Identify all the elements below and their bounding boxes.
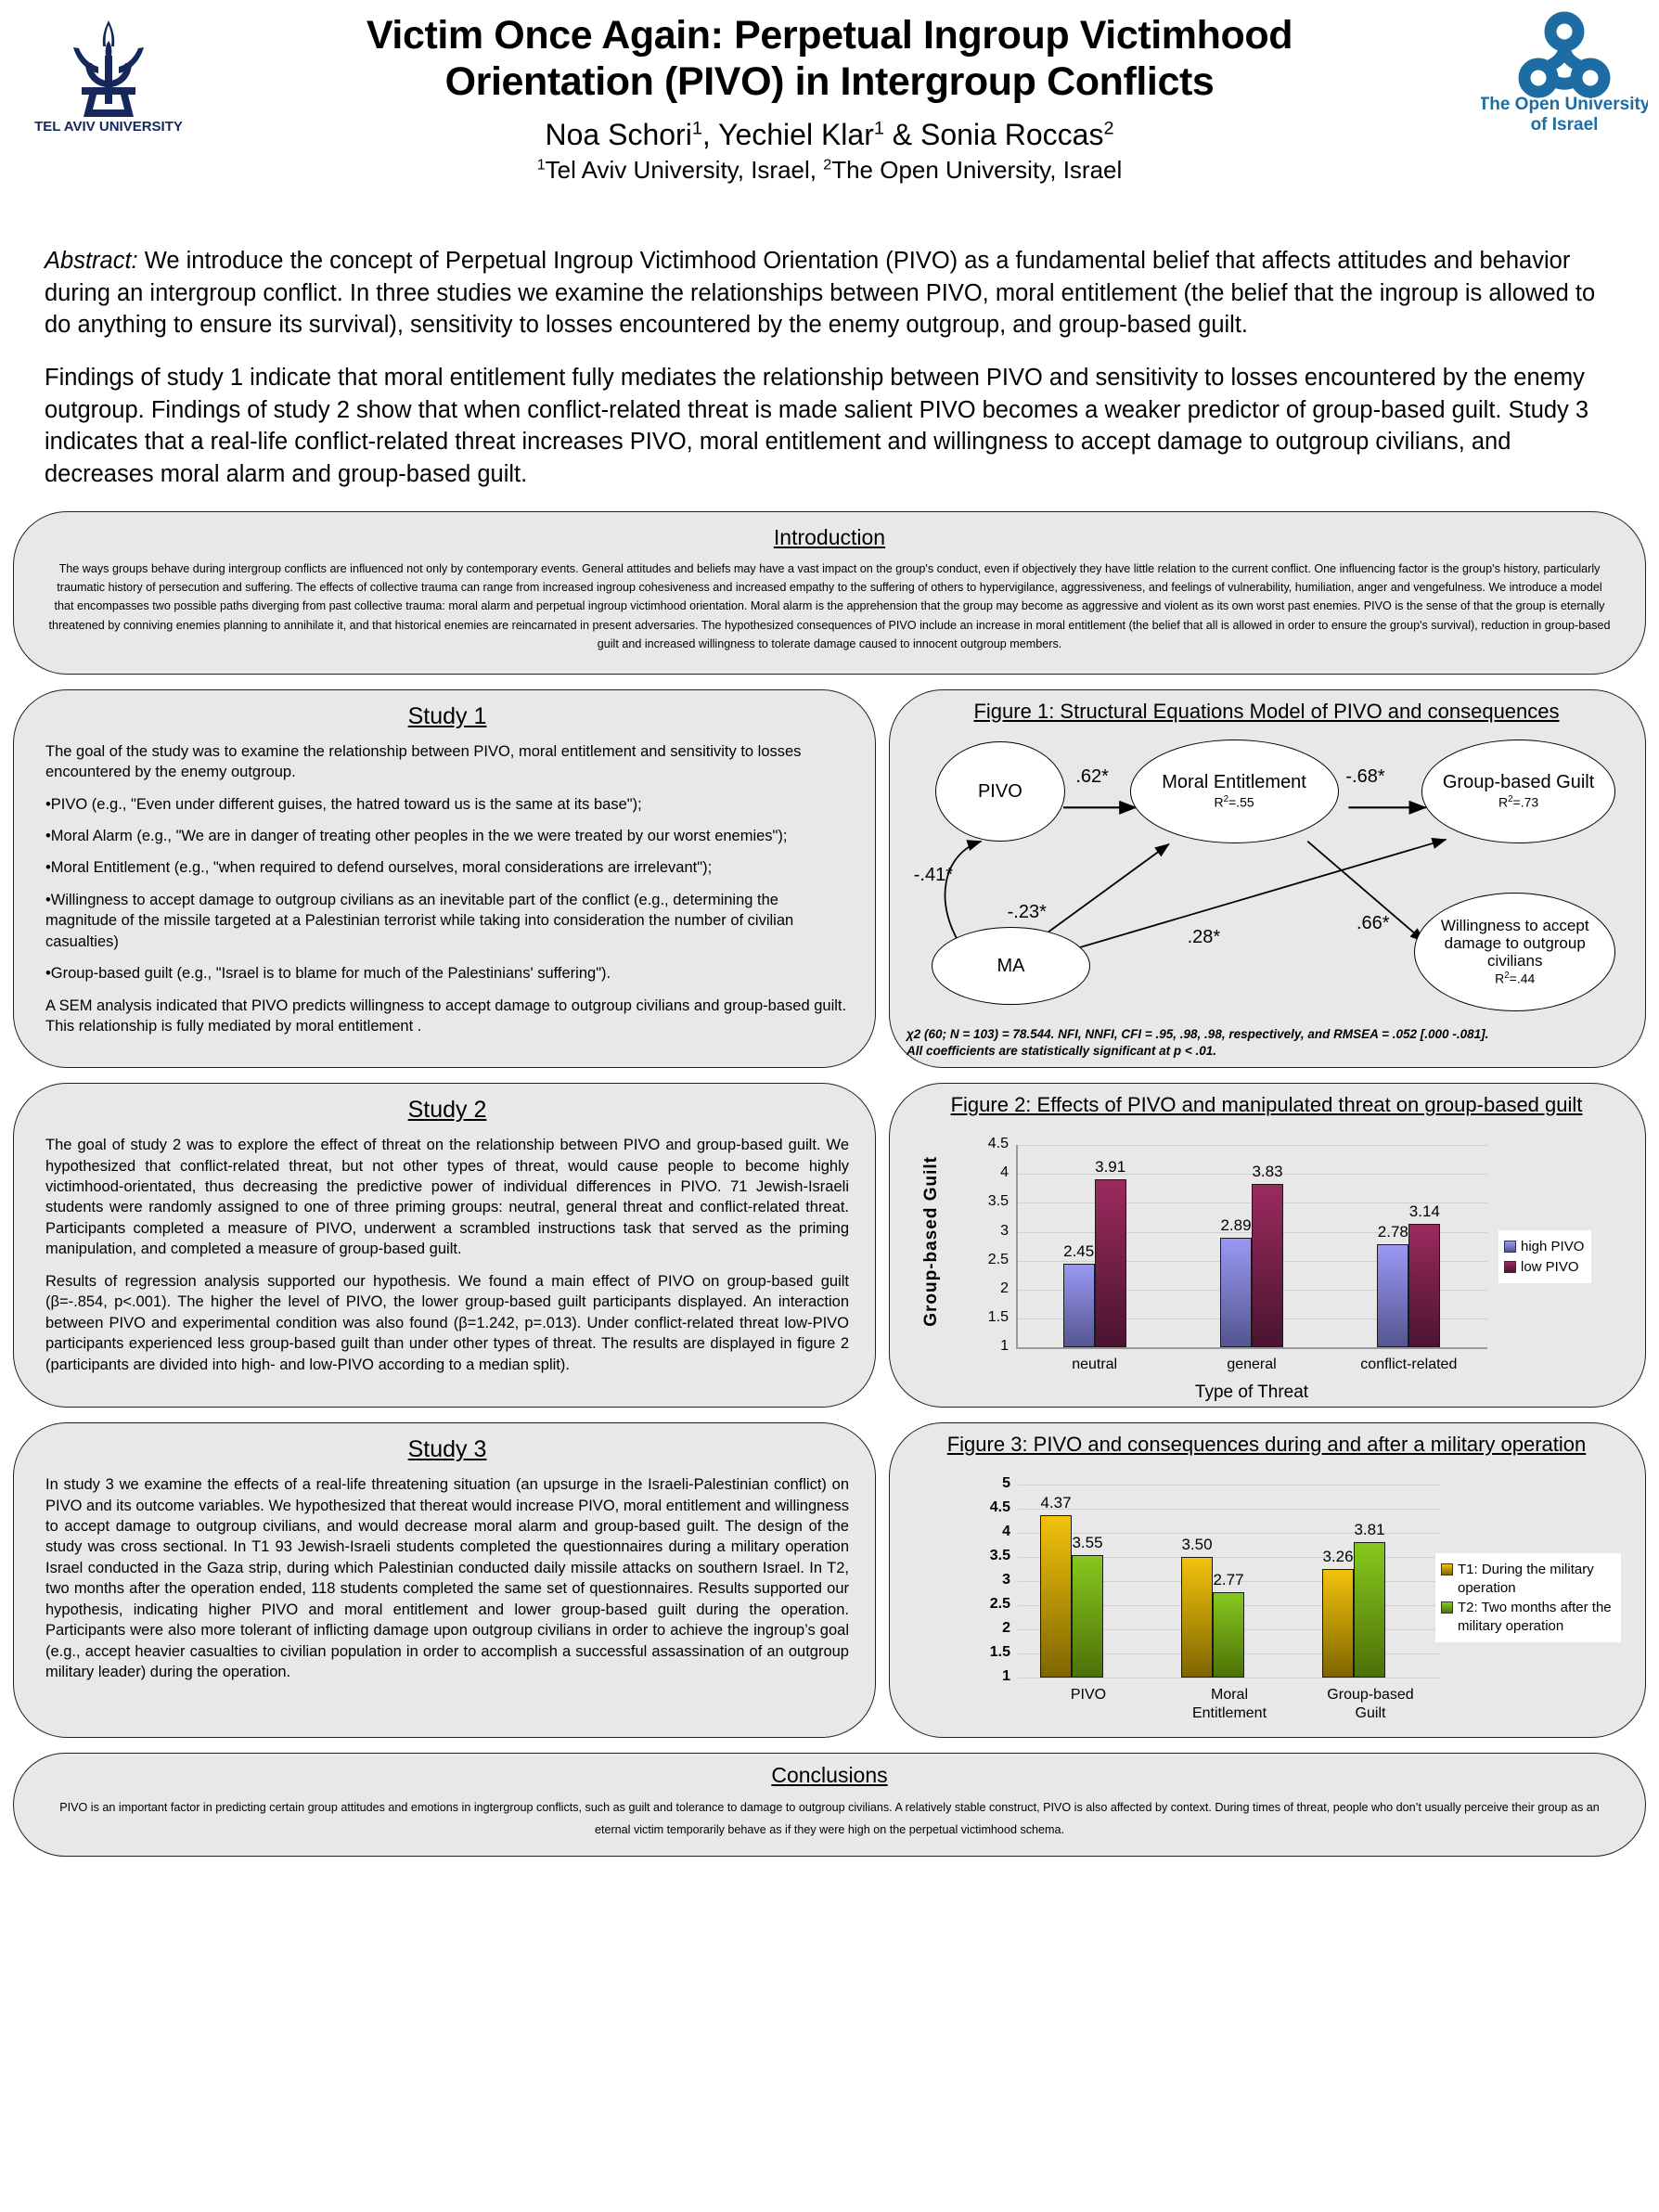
gridline xyxy=(1016,1145,1487,1146)
abstract-paragraph-2: Findings of study 1 indicate that moral entitlement fully mediates the relationship between PIVO and sensitivity to losses encountered by the enemy outgroup. Findings of study 2 show that when conflict-related threat is made salient PIVO becomes a weaker predictor of group-based guilt. Study 3 indicates that a real-life conflict-related threat increases PIVO, moral entitlement and willingness to accept damage to outgroup civilians, and decreases moral alarm and group-based guilt. xyxy=(45,365,1589,488)
study1-bullet-1: •Moral Alarm (e.g., "We are in danger of treating other peoples in the we were treated by our worst enemies"); xyxy=(45,828,788,845)
sem-coef-ma-pivo: -.41* xyxy=(913,864,953,885)
abstract-paragraph-1 xyxy=(45,245,1614,341)
bar-value-label: 2.89 xyxy=(1220,1216,1252,1235)
y-axis-tick: 3 xyxy=(1002,1572,1010,1588)
legend-swatch xyxy=(1504,1241,1516,1253)
conclusions-panel xyxy=(13,1753,1646,1857)
legend-swatch xyxy=(1504,1261,1516,1273)
study1-row xyxy=(13,689,1646,1068)
legend-swatch xyxy=(1441,1563,1453,1575)
y-axis-tick: 2 xyxy=(1000,1280,1009,1296)
chart-legend xyxy=(1498,1230,1591,1283)
bar xyxy=(1322,1569,1354,1678)
bar-value-label: 3.83 xyxy=(1252,1162,1283,1180)
sem-coef-ma-me: -.23* xyxy=(1007,901,1047,922)
bar xyxy=(1220,1238,1252,1347)
study1-bullet-4: •Group-based guilt (e.g., "Israel is to blame for much of the Palestinians' suffering"). xyxy=(45,965,611,983)
y-axis-tick: 5 xyxy=(1002,1475,1010,1492)
sem-node-moral-entitlement-label: Moral Entitlement xyxy=(1162,772,1306,793)
y-axis-tick: 3.5 xyxy=(989,1548,1010,1564)
study1-body xyxy=(45,741,849,1037)
legend-label: low PIVO xyxy=(1521,1258,1579,1275)
open-university-logo xyxy=(1481,6,1648,135)
study2-paragraph-2: Results of regression analysis supported our hypothesis. We found a main effect of PIVO on group-based guilt (β=-.854, p<.001). The higher the level of PIVO, the lower group-based guilt participants displayed. An interaction between PIVO and experimental condition was also found (β=1.242, p=.013). Under conflict-related threat low-PIVO participants experienced less group-based guilt than under other types of threat. The results are displayed in figure 2 (participants are divided into high- and low-PIVO according to a median split). xyxy=(45,1272,849,1373)
study2-panel xyxy=(13,1083,876,1408)
legend-label: T2: Two months after the military operation xyxy=(1458,1600,1612,1634)
x-axis-line xyxy=(1016,1347,1487,1349)
abstract-section xyxy=(45,245,1614,491)
legend-item xyxy=(1441,1561,1614,1597)
bar-value-label: 3.26 xyxy=(1322,1547,1354,1565)
sem-node-willingness xyxy=(1414,893,1615,1011)
study1-intro: The goal of the study was to examine the relationship between PIVO, moral entitlement and sensitivity to losses encountered by the enemy outgroup. xyxy=(45,742,802,781)
x-axis-category-label: Guilt xyxy=(1355,1705,1386,1722)
y-axis-tick: 2 xyxy=(1002,1620,1010,1637)
open-university-logo-line2: of Israel xyxy=(1530,115,1599,135)
sem-node-ma-label: MA xyxy=(997,955,1025,976)
bar xyxy=(1354,1542,1385,1678)
study1-bullet-0: •PIVO (e.g., "Even under different guises, the hatred toward us is the same at its base"); xyxy=(45,795,642,813)
bar xyxy=(1213,1592,1244,1678)
bar xyxy=(1072,1555,1103,1678)
poster-header xyxy=(0,0,1659,234)
bar xyxy=(1408,1224,1440,1347)
abstract-label: Abstract: xyxy=(45,248,138,274)
bar-value-label: 2.77 xyxy=(1213,1571,1244,1589)
bar xyxy=(1063,1264,1095,1347)
sem-coef-pivo-me: .62* xyxy=(1075,765,1109,787)
study3-row xyxy=(13,1422,1646,1738)
bar-value-label: 2.78 xyxy=(1377,1223,1408,1241)
bar-value-label: 3.81 xyxy=(1354,1521,1385,1539)
y-axis-tick: 4.5 xyxy=(989,1499,1010,1516)
study2-heading: Study 2 xyxy=(407,1097,487,1124)
open-university-logo-line1: The Open University xyxy=(1481,95,1648,114)
poster-title-line2: Orientation (PIVO) in Intergroup Conflicts xyxy=(444,58,1215,104)
sem-diagram xyxy=(907,727,1627,1024)
figure3-chart xyxy=(907,1460,1627,1730)
x-axis-category-label: Group-based xyxy=(1327,1687,1414,1704)
y-axis-tick: 3.5 xyxy=(987,1193,1009,1210)
authors: Noa Schori$^1$, Yechiel Klar$^1$ & Sonia Roccas$^2$ xyxy=(545,117,1114,151)
legend-item xyxy=(1504,1238,1584,1256)
figure1-note-line1: χ2 (60; N = 103) = 78.544. NFI, NNFI, CFI = .95, .98, .98, respectively, and RMSEA = .052 [.000 -.081]. xyxy=(907,1026,1489,1041)
y-axis-tick: 4.5 xyxy=(987,1136,1009,1152)
x-axis-title: Type of Threat xyxy=(1194,1382,1309,1403)
x-axis-category-label: general xyxy=(1227,1357,1277,1373)
sem-coef-me-willingness: .66* xyxy=(1357,912,1390,933)
y-axis-tick: 3 xyxy=(1000,1222,1009,1239)
study2-row xyxy=(13,1083,1646,1408)
figure1-note xyxy=(907,1026,1627,1060)
figure2-heading: Figure 2: Effects of PIVO and manipulated threat on group-based guilt xyxy=(950,1093,1583,1117)
page-title xyxy=(213,13,1446,106)
study3-paragraph-1: In study 3 we examine the effects of a real-life threatening situation (an upsurge in the Israeli-Palestinian conflict) on PIVO and its outcome variables. We hypothesized that thereat would increase PIVO, moral entitlement and willingness to accept damage to outgroup civilians, and would decrease moral alarm and group-based guilt. The design of the study was cross sectional. In T1 93 Jewish-Israeli students completed the questionnaires during a military operation Israel conducted in the Gaza strip, during which Palestinian conducted daily missile attacks on southern Israel. In T2, two months after the operation ended, 118 students completed the same set of questionnaires. Results supported our hypothesis, indicating higher PIVO and moral entitlement and lower group-based guilt during the operation. Participants were also more tolerant of inflicting damage upon outgroup civilians in order to achieve the ingroup’s goal (e.g., accept heavier casualties to civilian population in order to accomplish a successful assassination of an outgroup military leader) during the operation. xyxy=(45,1476,849,1681)
sem-coef-me-guilt: -.68* xyxy=(1345,765,1385,787)
conclusions-body: PIVO is an important factor in predicting certain group attitudes and emotions in ingtergroup conflicts, such as guilt and tolerance to damage to outgroup civilians. A relatively stable construct, PIVO is also affected by context. During times of threat, people who don’t usually perceive their group as an eternal victim temporarily behave as if they were high on the perpetual victimhood schema. xyxy=(59,1801,1600,1837)
affiliations: $^1$Tel Aviv University, Israel, $^2$The Open University, Israel xyxy=(536,156,1123,185)
tel-aviv-university-logo-text: TEL AVIV UNIVERSITY xyxy=(34,119,183,134)
y-axis-tick: 1 xyxy=(1002,1668,1010,1685)
bar-value-label: 3.14 xyxy=(1408,1202,1440,1220)
bar-value-label: 3.50 xyxy=(1181,1536,1213,1554)
figure1-heading: Figure 1: Structural Equations Model of PIVO and consequences xyxy=(973,699,1560,723)
legend-swatch xyxy=(1441,1601,1453,1614)
legend-label: high PIVO xyxy=(1521,1239,1585,1255)
figure1-note-line2: All coefficients are statistically significant at p < .01. xyxy=(907,1043,1216,1058)
sem-node-group-guilt xyxy=(1421,739,1616,843)
x-axis-category-label: conflict-related xyxy=(1360,1357,1458,1373)
figure3-panel xyxy=(889,1422,1646,1738)
sem-node-moral-entitlement xyxy=(1130,739,1339,843)
title-block xyxy=(213,0,1446,185)
sem-coef-ma-guilt: .28* xyxy=(1187,926,1221,947)
bar xyxy=(1377,1244,1408,1347)
sem-node-willingness-label: Willingness to accept damage to outgroup civilians xyxy=(1440,917,1589,971)
x-axis-category-label: Entitlement xyxy=(1191,1705,1267,1722)
legend-item xyxy=(1504,1258,1584,1277)
x-axis-category-label: Moral xyxy=(1210,1687,1248,1704)
study2-paragraph-1: The goal of study 2 was to explore the effect of threat on the relationship between PIVO and group-based guilt. We hypothesized that conflict-related threat, but not other types of threat, would cause people to become highly victimhood-orientated, thus decreasing the predictive power of individual differences in PIVO. 71 Jewish-Israeli students were randomly assigned to one of three priming groups: neutral, general threat and conflict-related threat. Participants completed a measure of PIVO, underwent a scrambled instructions task that served as the priming manipulation, and completed a measure of group-based guilt. xyxy=(45,1137,849,1258)
abstract-text-1: We introduce the concept of Perpetual Ingroup Victimhood Orientation (PIVO) as a fundamental belief that affects attitudes and behavior during an intergroup conflict. In three studies we examine the relationships between PIVO, moral entitlement (the belief that the ingroup is allowed to do anything to ensure its survival), sensitivity to losses encountered by the enemy outgroup, and group-based guilt. xyxy=(45,248,1596,339)
y-axis-tick: 4 xyxy=(1000,1164,1009,1181)
figure2-panel xyxy=(889,1083,1646,1408)
legend-item xyxy=(1441,1599,1614,1635)
bar xyxy=(1252,1184,1283,1347)
y-axis-title: Group-based Guilt xyxy=(921,1156,941,1327)
legend-label: T1: During the military operation xyxy=(1458,1562,1594,1596)
study3-heading: Study 3 xyxy=(407,1436,487,1463)
poster-title-line1: Victim Once Again: Perpetual Ingroup Victimhood xyxy=(366,13,1293,58)
study1-closing: A SEM analysis indicated that PIVO predicts willingness to accept damage to outgroup civilians and group-based guilt. This relationship is fully mediated by moral entitlement . xyxy=(45,997,847,1035)
bar xyxy=(1095,1179,1126,1347)
x-axis-category-label: PIVO xyxy=(1070,1687,1107,1704)
introduction-body: The ways groups behave during intergroup conflicts are influenced not only by contemporary events. General attitudes and beliefs may have a vast impact on the group's conduct, even if objectively they have little relation to the current conflict. One influencing factor is the group's history, particularly traumatic history of persecution and suffering. The effects of collective trauma can range from increased ingroup cohesiveness and increased empathy to the suffering of others to hypervigilance, aggressiveness, and feelings of vulnerability, humiliation, anger and vengefulness. We introduce a model that encompasses two possible paths diverging from past collective trauma: moral alarm and perpetual ingroup victimhood orientation. Moral alarm is the apprehension that the group may become as aggressive and violent as its own worst past enemies. PIVO is the sense of that the group is eternally threatened by conniving enemies planning to annihilate it, and that historical enemies are reincarnated in present adversaries. The hypothesized consequences of PIVO include an increase in moral entitlement (the belief that all is allowed in order to ensure the group's survival), reduction in group-based guilt and increased willingness to tolerate damage caused to innocent outgroup members. xyxy=(48,561,1611,651)
study2-body xyxy=(45,1135,849,1375)
y-axis-line xyxy=(1016,1145,1018,1347)
study1-bullet-3: •Willingness to accept damage to outgroup civilians as an inevitable part of the conflict (e.g., determining the magnitude of the missile targeted at a Palestinian terrorist while taking into consideration the number of civilian casualties) xyxy=(45,891,794,950)
y-axis-tick: 4 xyxy=(1002,1524,1010,1540)
sem-node-group-guilt-r2: $R^2=.73$ xyxy=(1498,793,1539,810)
x-axis-category-label: neutral xyxy=(1072,1357,1118,1373)
y-axis-tick: 1.5 xyxy=(989,1644,1010,1661)
introduction-heading: Introduction xyxy=(773,524,886,549)
y-axis-tick: 1.5 xyxy=(987,1308,1009,1325)
study1-heading: Study 1 xyxy=(407,702,487,729)
study1-bullet-2: •Moral Entitlement (e.g., "when required to defend ourselves, moral considerations are irrelevant"); xyxy=(45,859,713,877)
introduction-panel xyxy=(13,511,1646,675)
sem-node-moral-entitlement-r2: $R^2=.55$ xyxy=(1214,793,1254,810)
sem-node-willingness-r2: $R^2=.44$ xyxy=(1495,971,1536,986)
y-axis-tick: 2.5 xyxy=(987,1251,1009,1267)
sem-node-pivo xyxy=(935,741,1065,842)
study1-panel xyxy=(13,689,876,1068)
bar-value-label: 3.91 xyxy=(1095,1157,1126,1176)
chart-legend xyxy=(1435,1553,1621,1642)
figure2-chart xyxy=(907,1121,1627,1403)
figure1-panel xyxy=(889,689,1646,1068)
sem-node-ma xyxy=(932,927,1090,1005)
bar-value-label: 4.37 xyxy=(1040,1493,1072,1511)
y-axis-tick: 1 xyxy=(1000,1338,1009,1355)
study3-body xyxy=(45,1474,849,1682)
bar-value-label: 3.55 xyxy=(1072,1533,1103,1551)
bar-value-label: 2.45 xyxy=(1063,1241,1095,1260)
tel-aviv-university-logo xyxy=(24,7,193,134)
y-axis-tick: 2.5 xyxy=(989,1596,1010,1613)
figure3-heading: Figure 3: PIVO and consequences during and after a military operation xyxy=(946,1433,1587,1457)
study3-panel xyxy=(13,1422,876,1738)
sem-node-group-guilt-label: Group-based Guilt xyxy=(1442,772,1595,793)
conclusions-heading: Conclusions xyxy=(771,1763,888,1788)
sem-node-pivo-label: PIVO xyxy=(977,780,1022,802)
